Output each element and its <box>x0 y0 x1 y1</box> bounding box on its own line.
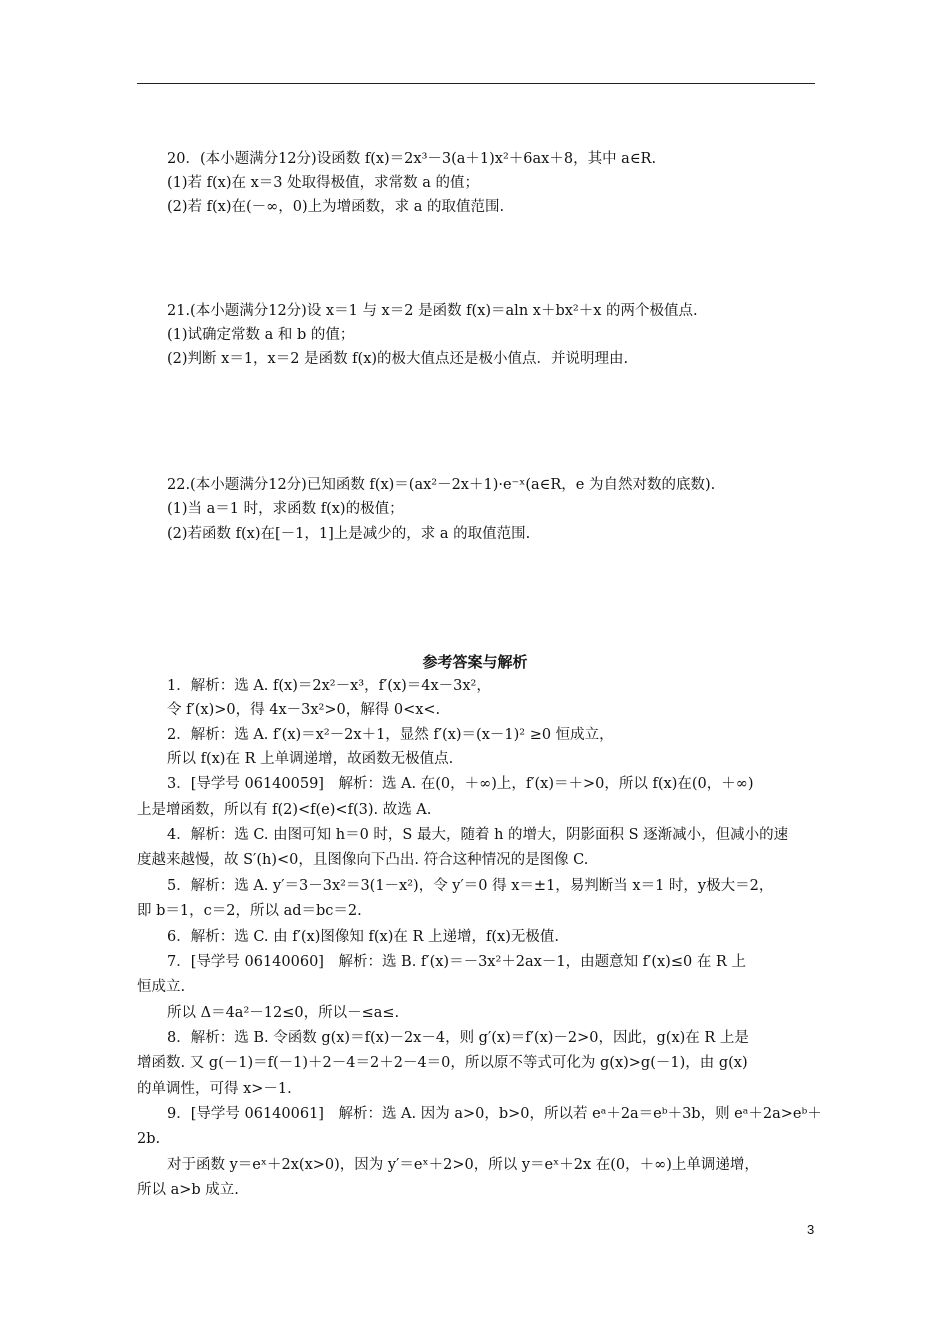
problem-22-stem: 22.(本小题满分12分)已知函数 f(x)＝(ax²－2x＋1)·e⁻ˣ(a∈R，e 为自然对数的底数). <box>167 477 716 493</box>
problem-21-stem: 21.(本小题满分12分)设 x＝1 与 x＝2 是函数 f(x)＝aln x＋bx²＋x 的两个极值点. <box>167 303 698 319</box>
answer-line: 3．[导学号 06140059] 解析：选 A. 在(0，＋∞)上，f′(x)＝＋>0，所以 f(x)在(0，＋∞) <box>167 776 754 792</box>
answers-title: 参考答案与解析 <box>422 653 528 671</box>
page-number: 3 <box>807 1222 815 1237</box>
answer-line: 的单调性，可得 x>－1. <box>137 1081 292 1097</box>
answer-line: 所以 f(x)在 R 上单调递增，故函数无极值点. <box>167 751 454 767</box>
problem-21-part-1: (1)试确定常数 a 和 b 的值； <box>167 327 355 343</box>
answer-line: 令 f′(x)>0，得 4x－3x²>0，解得 0<x<. <box>167 702 441 718</box>
answer-line: 即 b＝1，c＝2，所以 ad＝bc＝2. <box>137 903 362 919</box>
answer-line: 4．解析：选 C. 由图可知 h＝0 时，S 最大，随着 h 的增大，阴影面积 S 逐渐减小，但减小的速 <box>167 827 789 843</box>
problem-20-part-2: (2)若 f(x)在(－∞，0)上为增函数，求 a 的取值范围. <box>167 199 505 215</box>
problem-20-part-1: (1)若 f(x)在 x＝3 处取得极值，求常数 a 的值； <box>167 175 479 191</box>
answer-line: 5．解析：选 A. y′＝3－3x²＝3(1－x²)，令 y′＝0 得 x＝±1，易判断当 x＝1 时，y极大＝2， <box>167 878 774 894</box>
problem-20-stem: 20．(本小题满分12分)设函数 f(x)＝2x³－3(a＋1)x²＋6ax＋8，其中 a∈R. <box>167 151 657 167</box>
answer-line: 6．解析：选 C. 由 f′(x)图像知 f(x)在 R 上递增，f(x)无极值. <box>167 929 559 945</box>
answer-line: 对于函数 y＝eˣ＋2x(x>0)，因为 y′＝eˣ＋2>0，所以 y＝eˣ＋2x 在(0，＋∞)上单调递增， <box>167 1157 759 1173</box>
answer-line: 1．解析：选 A. f(x)＝2x²－x³，f′(x)＝4x－3x²， <box>167 678 491 694</box>
answer-line: 7．[导学号 06140060] 解析：选 B. f′(x)＝－3x²＋2ax－1，由题意知 f′(x)≤0 在 R 上 <box>167 954 746 970</box>
answer-line: 8．解析：选 B. 令函数 g(x)＝f(x)－2x－4，则 g′(x)＝f′(x)－2>0，因此，g(x)在 R 上是 <box>167 1030 749 1046</box>
answer-line: 2．解析：选 A. f′(x)＝x²－2x＋1，显然 f′(x)＝(x－1)² ≥0 恒成立， <box>167 727 614 743</box>
problem-21-part-2: (2)判断 x＝1，x＝2 是函数 f(x)的极大值点还是极小值点．并说明理由. <box>167 351 629 367</box>
answer-line: 9．[导学号 06140061] 解析：选 A. 因为 a>0，b>0，所以若 eᵃ＋2a＝eᵇ＋3b，则 eᵃ＋2a>eᵇ＋ <box>167 1106 822 1122</box>
answer-line: 恒成立. <box>137 979 186 995</box>
header-rule <box>137 83 815 84</box>
answer-line: 所以 a>b 成立. <box>137 1182 239 1198</box>
problem-22-part-1: (1)当 a＝1 时，求函数 f(x)的极值； <box>167 501 404 517</box>
answer-line: 增函数. 又 g(－1)＝f(－1)＋2－4＝2＋2－4＝0，所以原不等式可化为 g(x)>g(－1)，由 g(x) <box>137 1055 748 1071</box>
problem-22-part-2: (2)若函数 f(x)在[－1，1]上是减少的，求 a 的取值范围. <box>167 526 531 542</box>
answer-line: 2b. <box>137 1131 161 1147</box>
answer-line: 所以 Δ＝4a²－12≤0，所以－≤a≤. <box>167 1005 400 1021</box>
answer-line: 度越来越慢，故 S′(h)<0，且图像向下凸出. 符合这种情况的是图像 C. <box>137 852 589 868</box>
answer-line: 上是增函数，所以有 f(2)<f(e)<f(3). 故选 A. <box>137 802 432 818</box>
